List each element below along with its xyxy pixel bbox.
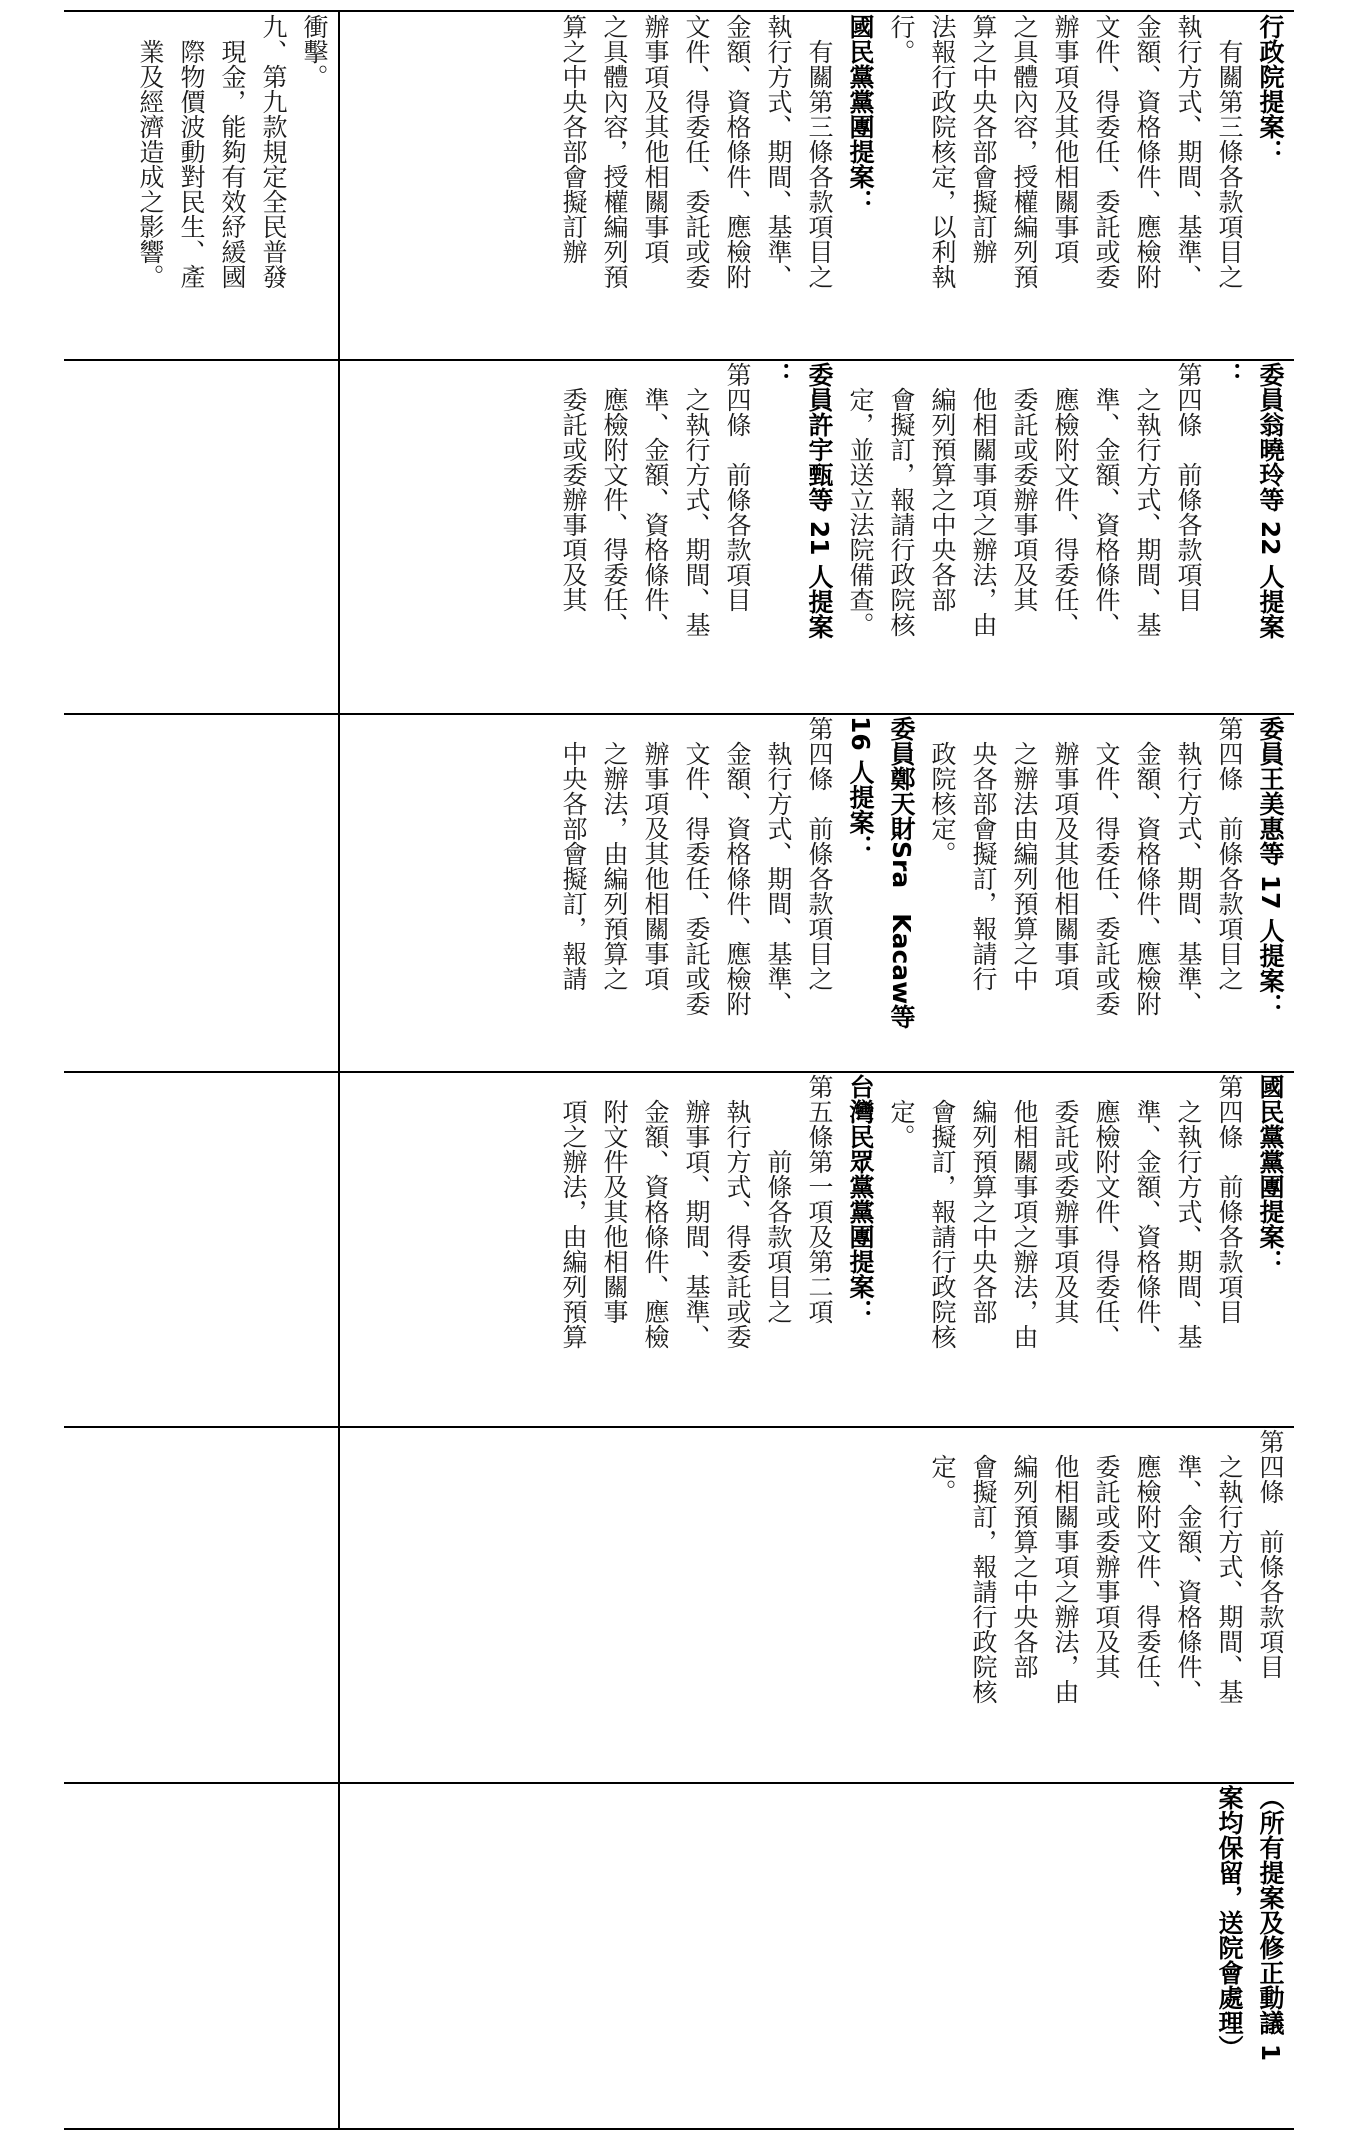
text-line: 第四條 前條各款項目 <box>723 362 752 612</box>
text-line: 文件、得委任、委託或委 <box>682 741 711 1016</box>
text-line: 之執行方式、期間、基 <box>1215 1454 1244 1704</box>
text-line: 會擬訂，報請行政院核 <box>887 387 916 637</box>
text-line: 有關第三條各款項目之 <box>805 39 834 289</box>
text-line: 之辦法，由編列預算之 <box>600 741 629 991</box>
text-line: 之執行方式、期間、基 <box>682 387 711 637</box>
text-line: 準、金額、資格條件、 <box>641 387 670 637</box>
text-line: 金額、資格條件、應檢 <box>641 1099 670 1349</box>
text-line: 衝擊。 <box>300 14 329 89</box>
text-line: 央各部會擬訂，報請行 <box>969 741 998 991</box>
text-line: 他相關事項之辦法，由 <box>969 387 998 637</box>
text-line: 執行方式、期間、基準、 <box>1174 14 1203 289</box>
text-line: 政院核定。 <box>928 741 957 866</box>
text-line: 文件、得委任、委託或委 <box>1092 14 1121 289</box>
text-line: 現金，能夠有效紓緩國 <box>218 39 247 289</box>
text-line: 之具體內容，授權編列預 <box>1010 14 1039 289</box>
text-line: 金額、資格條件、應檢附 <box>723 14 752 289</box>
text-line: 之執行方式、期間、基 <box>1133 387 1162 637</box>
text-line: 辦事項及其他相關事項 <box>641 741 670 991</box>
proposal-heading: 委員王美惠等 17 人提案： <box>1256 716 1285 1019</box>
text-line: 應檢附文件、得委任、 <box>1051 387 1080 637</box>
text-line: 算之中央各部會擬訂辦 <box>969 14 998 264</box>
legislator-proposals-cell <box>341 716 1291 1068</box>
executive-yuan-proposal-cell <box>341 14 1291 356</box>
text-line: 第四條 前條各款項目 <box>1174 362 1203 612</box>
text-line: 第四條 前條各款項目 <box>1256 1429 1285 1679</box>
text-line: 之辦法由編列預算之中 <box>1010 741 1039 991</box>
proposal-heading: 16 人提案： <box>846 716 875 860</box>
row-divider <box>64 1426 1294 1428</box>
text-line: 應檢附文件、得委任、 <box>600 387 629 637</box>
text-line: 會擬訂，報請行政院核 <box>928 1099 957 1349</box>
text-line: 金額、資格條件、應檢附 <box>1133 741 1162 1016</box>
text-line: 準、金額、資格條件、 <box>1133 1099 1162 1349</box>
text-line: 定。 <box>928 1454 957 1504</box>
text-line: 文件、得委任、委託或委 <box>682 14 711 289</box>
continuation-text-cell <box>120 14 335 356</box>
text-line: 編列預算之中央各部 <box>928 387 957 612</box>
text-line: 委託或委辦事項及其 <box>559 387 588 612</box>
text-line: 第四條 前條各款項目之 <box>1215 716 1244 991</box>
text-line: 前條各款項目之 <box>764 1149 793 1324</box>
text-line: 法報行政院核定，以利執 <box>928 14 957 289</box>
text-line: 金額、資格條件、應檢附 <box>1133 14 1162 289</box>
text-line: 行。 <box>887 14 916 64</box>
text-line: 執行方式、期間、基準、 <box>764 741 793 1016</box>
text-line: 應檢附文件、得委任、 <box>1133 1454 1162 1704</box>
text-line: 定。 <box>887 1099 916 1149</box>
text-line: 業及經濟造成之影響。 <box>136 39 165 289</box>
text-line: 之具體內容，授權編列預 <box>600 14 629 289</box>
text-line: 定，並送立法院備查。 <box>846 387 875 637</box>
remark-line: 案均保留，送院會處理） <box>1215 1785 1244 2060</box>
legislator-proposals-cell <box>341 362 1291 710</box>
text-line: 第四條 前條各款項目之 <box>805 716 834 991</box>
proposal-heading: 委員鄭天財Sra Kacaw等 <box>887 716 916 1030</box>
text-line: 文件、得委任、委託或委 <box>1092 741 1121 1016</box>
text-line: 他相關事項之辦法，由 <box>1010 1099 1039 1349</box>
text-line: 辦事項及其他相關事項 <box>641 14 670 264</box>
remark-line: （所有提案及修正動議 1 <box>1256 1785 1285 2062</box>
column-divider <box>338 10 340 2130</box>
text-line: 執行方式、期間、基準、 <box>764 14 793 289</box>
proposal-heading: 行政院提案： <box>1256 14 1285 164</box>
proposal-heading: 委員許宇甄等 21 人提案 <box>805 362 834 640</box>
text-line: 委託或委辦事項及其 <box>1051 1099 1080 1324</box>
text-line: 算之中央各部會擬訂辦 <box>559 14 588 264</box>
text-line: 九、第九款規定全民普發 <box>259 14 288 289</box>
proposal-heading: 國民黨黨團提案： <box>1256 1074 1285 1274</box>
proposal-heading: 台灣民眾黨黨團提案： <box>846 1074 875 1324</box>
text-line: 應檢附文件、得委任、 <box>1092 1099 1121 1349</box>
text-line: 執行方式、期間、基準、 <box>1174 741 1203 1016</box>
proposal-heading: ： <box>1215 362 1244 387</box>
text-line: 編列預算之中央各部 <box>969 1099 998 1324</box>
text-line: 辦事項及其他相關事項 <box>1051 14 1080 264</box>
proposal-heading: 委員翁曉玲等 22 人提案 <box>1256 362 1285 640</box>
text-line: 之執行方式、期間、基 <box>1174 1099 1203 1349</box>
text-line: 辦事項及其他相關事項 <box>1051 741 1080 991</box>
text-line: 辦事項、期間、基準、 <box>682 1099 711 1349</box>
text-line: 他相關事項之辦法，由 <box>1051 1454 1080 1704</box>
caucus-proposals-cell <box>341 1074 1291 1423</box>
text-line: 編列預算之中央各部 <box>1010 1454 1039 1679</box>
row-divider <box>64 359 1294 361</box>
text-line: 第五條第一項及第二項 <box>805 1074 834 1324</box>
text-line: 準、金額、資格條件、 <box>1174 1454 1203 1704</box>
text-line: 委託或委辦事項及其 <box>1010 387 1039 612</box>
text-line: 際物價波動對民生、產 <box>177 39 206 289</box>
text-line: 第四條 前條各款項目 <box>1215 1074 1244 1324</box>
remarks-cell <box>341 1785 1291 2127</box>
text-line: 委託或委辦事項及其 <box>1092 1454 1121 1679</box>
text-line: 附文件及其他相關事 <box>600 1099 629 1324</box>
row-divider <box>64 713 1294 715</box>
proposal-heading: 國民黨黨團提案： <box>846 14 875 214</box>
text-line: 項之辦法，由編列預算 <box>559 1099 588 1349</box>
text-line: 會擬訂，報請行政院核 <box>969 1454 998 1704</box>
row-divider <box>64 1071 1294 1073</box>
text-line: 金額、資格條件、應檢附 <box>723 741 752 1016</box>
row-divider <box>64 1782 1294 1784</box>
text-line: 執行方式、得委託或委 <box>723 1099 752 1349</box>
text-line: 準、金額、資格條件、 <box>1092 387 1121 637</box>
proposal-heading: ： <box>764 362 793 387</box>
text-line: 有關第三條各款項目之 <box>1215 39 1244 289</box>
committee-text-cell <box>341 1429 1291 1779</box>
text-line: 中央各部會擬訂，報請 <box>559 741 588 991</box>
